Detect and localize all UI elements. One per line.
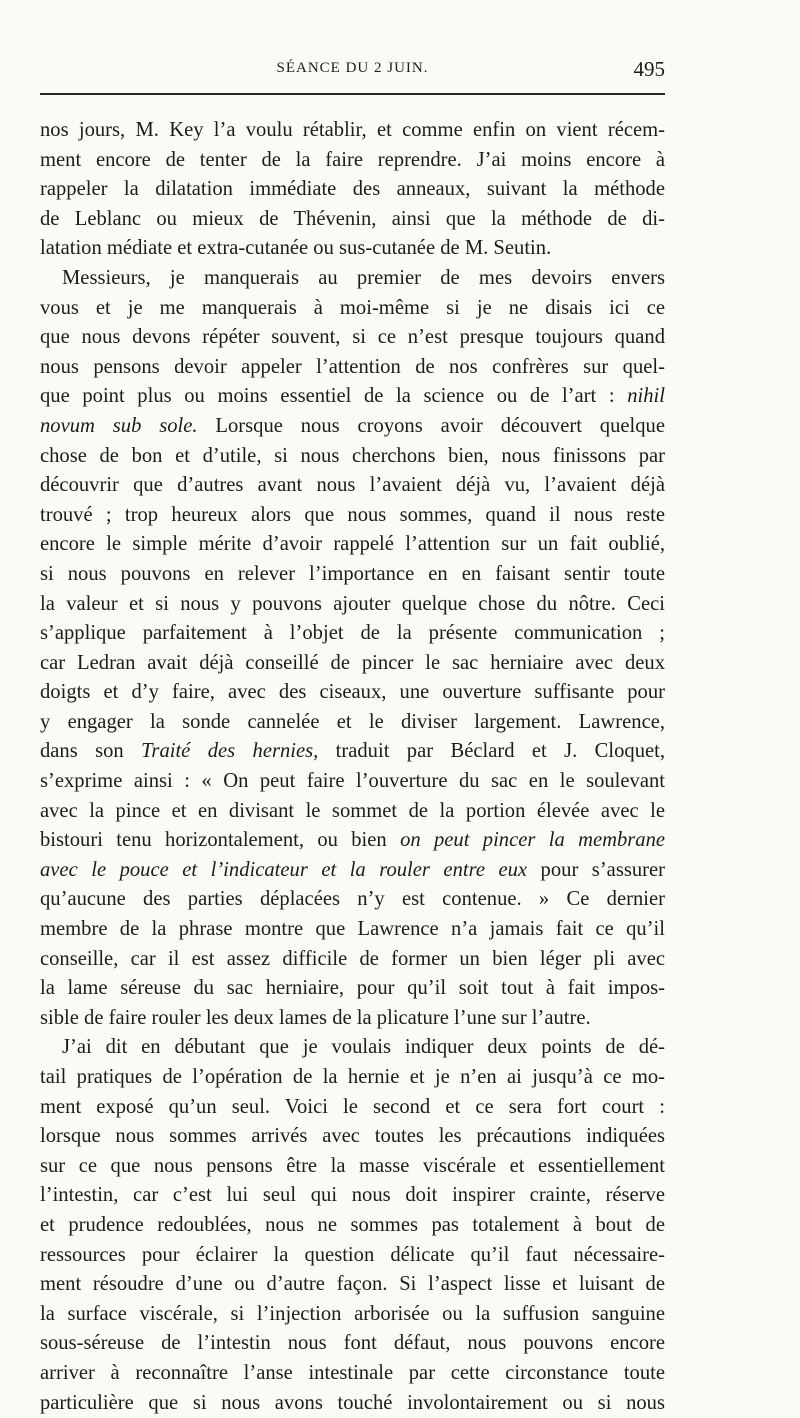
text-line [40, 915, 665, 945]
text-line [40, 885, 665, 915]
line-text: tail pratiques de l’opération de la hernie et je n’en ai jusqu’à ce mo- [40, 1066, 665, 1088]
line-text: ment résoudre d’une ou d’autre façon. Si l’aspect lisse et luisant de [40, 1273, 665, 1296]
text-line [40, 382, 665, 412]
text-line [40, 856, 665, 886]
line-text: chose de bon et d’utile, si nous cherchons bien, nous finissons par [40, 444, 665, 467]
line-text: ment exposé qu’un seul. Voici le second et ce sera fort court : [40, 1095, 665, 1118]
page-number: 495 [633, 57, 665, 81]
line-text: bistouri tenu horizontalement, ou bien [40, 829, 401, 852]
text-line [40, 945, 665, 975]
italic-text: on peut pincer la membrane [400, 829, 666, 852]
line-text: membre de la phrase montre que Lawrence n’a jamais fait ce qu’il [40, 918, 665, 941]
line-text: Lorsque nous croyons avoir découvert quelque [197, 414, 665, 437]
italic-text: Traité des hernies, [141, 740, 319, 763]
running-title: SÉANCE DU 2 JUIN. [276, 60, 429, 76]
body-text [40, 116, 665, 1418]
line-text: car Ledran avait déjà conseillé de pincer le sac herniaire avec deux [40, 651, 665, 674]
text-line [40, 1359, 665, 1389]
running-head [40, 57, 665, 84]
line-text: sible de faire rouler les deux lames de la plicature l’une sur l’autre. [40, 1006, 591, 1029]
line-text: arriver à reconnaître l’anse intestinale par cette circonstance toute [40, 1361, 665, 1384]
text-line [40, 501, 665, 531]
line-text: latation médiate et extra-cutanée ou sus-cutanée de M. Seutin. [40, 237, 552, 260]
text-line [40, 116, 665, 146]
italic-text: avec le pouce et l’indicateur et la rouler entre eux [40, 858, 528, 881]
text-line [40, 1004, 665, 1034]
text-line [40, 649, 665, 679]
text-line [40, 1389, 665, 1418]
line-text: nos jours, M. Key l’a voulu rétablir, et comme enfin on vient récem- [40, 119, 665, 141]
text-line [40, 767, 665, 797]
text-line [40, 205, 665, 235]
text-line [40, 323, 665, 353]
line-text: de Leblanc ou mieux de Thévenin, ainsi que la méthode de di- [40, 207, 665, 230]
line-text: pour s’assurer [527, 858, 666, 881]
text-line [40, 619, 665, 649]
text-line [40, 264, 665, 294]
line-text: et prudence redoublées, nous ne sommes pas totalement à bout de [40, 1213, 665, 1236]
text-line [40, 1300, 665, 1330]
line-text: J’ai dit en débutant que je voulais indiquer deux points de dé- [62, 1036, 665, 1059]
text-line [40, 1211, 665, 1241]
line-text: doigts et d’y faire, avec des ciseaux, une ouverture suffisante pour [40, 681, 665, 704]
line-text: sous-séreuse de l’intestin nous font défaut, nous pouvons encore [40, 1332, 665, 1355]
text-line [40, 175, 665, 205]
line-text: s’applique parfaitement à l’objet de la présente communication ; [40, 622, 665, 645]
line-text: lorsque nous sommes arrivés avec toutes les précautions indiquées [40, 1125, 665, 1148]
line-text: sur ce que nous pensons être la masse viscérale et essentiellement [40, 1154, 665, 1177]
italic-text: nihil [627, 385, 665, 408]
text-line [40, 737, 665, 767]
text-line [40, 353, 665, 383]
line-text: avec la pince et en divisant le sommet de la portion élevée avec le [40, 799, 665, 822]
text-line [40, 560, 665, 590]
line-text: si nous pouvons en relever l’importance en en faisant sentir toute [40, 562, 665, 585]
line-text: Messieurs, je manquerais au premier de mes devoirs envers [62, 266, 665, 289]
text-line [40, 1122, 665, 1152]
line-text: dans son [40, 740, 142, 763]
line-text: qu’aucune des parties déplacées n’y est contenue. » Ce dernier [40, 888, 665, 911]
line-text: nous pensons devoir appeler l’attention de nos confrères sur quel- [40, 355, 665, 378]
text-line [40, 1329, 665, 1359]
line-text: la lame séreuse du sac herniaire, pour qu’il soit tout à fait impos- [40, 977, 665, 1000]
text-line [40, 146, 665, 176]
line-text: y engager la sonde cannelée et le diviser largement. Lawrence, [40, 710, 665, 733]
text-line [40, 1063, 665, 1093]
text-line [40, 412, 665, 442]
header-rule [40, 93, 665, 95]
text-line [40, 1033, 665, 1063]
line-text: s’exprime ainsi : « On peut faire l’ouverture du sac en le soulevant [40, 770, 665, 793]
text-line [40, 826, 665, 856]
line-text: traduit par Béclard et J. Cloquet, [318, 740, 665, 763]
line-text: trouvé ; trop heureux alors que nous sommes, quand il nous reste [40, 503, 665, 526]
line-text: que point plus ou moins essentiel de la science ou de l’art : [40, 385, 628, 408]
italic-text: novum sub sole. [40, 414, 198, 437]
text-line [40, 1152, 665, 1182]
line-text: vous et je me manquerais à moi-même si je ne disais ici ce [40, 296, 665, 319]
text-line [40, 1093, 665, 1123]
line-text: rappeler la dilatation immédiate des anneaux, suivant la méthode [40, 178, 665, 201]
text-line [40, 974, 665, 1004]
line-text: encore le simple mérite d’avoir rappelé l’attention sur un fait oublié, [40, 533, 665, 556]
line-text: ressources pour éclairer la question délicate qu’il faut nécessaire- [40, 1243, 665, 1266]
text-line [40, 530, 665, 560]
text-line [40, 294, 665, 324]
text-line [40, 678, 665, 708]
text-line [40, 234, 665, 264]
text-line [40, 708, 665, 738]
line-text: ment encore de tenter de la faire reprendre. J’ai moins encore à [40, 148, 665, 171]
text-line [40, 442, 665, 472]
line-text: conseille, car il est assez difficile de former un bien léger pli avec [40, 947, 665, 970]
line-text: la valeur et si nous y pouvons ajouter quelque chose du nôtre. Ceci [40, 592, 665, 615]
text-line [40, 471, 665, 501]
text-line [40, 1270, 665, 1300]
text-line [40, 1241, 665, 1271]
line-text: la surface viscérale, si l’injection arborisée ou la suffusion sanguine [40, 1302, 665, 1325]
text-line [40, 1181, 665, 1211]
text-line [40, 590, 665, 620]
line-text: que nous devons répéter souvent, si ce n’est presque toujours quand [40, 326, 665, 349]
line-text: découvrir que d’autres avant nous l’avaient déjà vu, l’avaient déjà [40, 474, 665, 497]
line-text: particulière que si nous avons touché involontairement ou si nous [40, 1391, 665, 1414]
line-text: l’intestin, car c’est lui seul qui nous doit inspirer crainte, réserve [40, 1184, 665, 1207]
text-line [40, 797, 665, 827]
